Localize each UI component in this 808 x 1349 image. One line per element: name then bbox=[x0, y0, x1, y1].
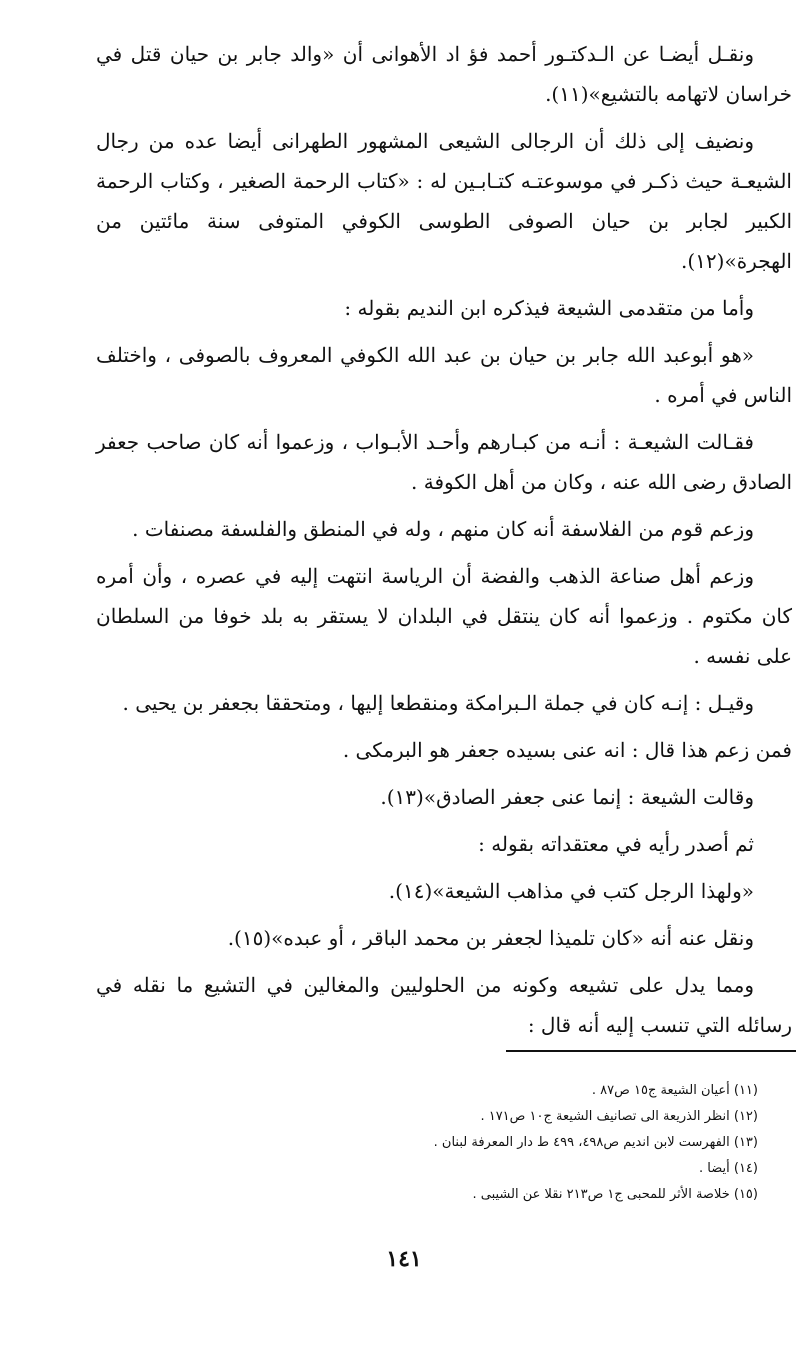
paragraph-13: ونقل عنه أنه «كان تلميذا لجعفر بن محمد الباقر ، أو عبده»(١٥). bbox=[227, 926, 754, 950]
paragraph-3: وأما من متقدمى الشيعة فيذكره ابن النديم بقوله : bbox=[344, 296, 754, 320]
paragraph-5: فقـالت الشيعـة : أنـه من كبـارهم وأحـد الأبـواب ، وزعموا أنه كان صاحب جعفر الصادق رضى الله عنه ، وكان من أهل الكوفة . bbox=[96, 430, 792, 494]
footnote-15: (١٥) خلاصة الأثر للمحبى ج١ ص٢١٣ نقلا عن الشيبى . bbox=[472, 1187, 758, 1202]
paragraph-10: وقالت الشيعة : إنما عنى جعفر الصادق»(١٣). bbox=[380, 785, 754, 809]
paragraph-8: وقيـل : إنـه كان في جملة الـبرامكة ومنقطعا إليها ، ومتحققا بجعفر بن يحيى . bbox=[122, 691, 754, 715]
page-number: ١٤١ bbox=[386, 1246, 422, 1272]
paragraph-14: ومما يدل على تشيعه وكونه من الحلوليين والمغالين في التشيع ما نقله في رسائله التي تنسب إليه أنه قال : bbox=[96, 973, 792, 1037]
footnotes bbox=[338, 1078, 758, 1208]
paragraph-11: ثم أصدر رأيه في معتقداته بقوله : bbox=[478, 832, 754, 856]
paragraph-9: فمن زعم هذا قال : انه عنى بسيده جعفر هو البرمكى . bbox=[342, 738, 792, 762]
paragraph-2: ونضيف إلى ذلك أن الرجالى الشيعى المشهور الطهرانى أيضا عده من رجال الشيعـة حيث ذكـر في موسوعتـه كتـابـين له : «كتاب الرحمة الصغير ، وكتاب الرحمة الكبير لجابر بن حيان الصوفى الطوسى الكوفي المتوفى سنة مائتين من الهجرة»(١٢). bbox=[96, 129, 792, 273]
paragraph-6: وزعم قوم من الفلاسفة أنه كان منهم ، وله في المنطق والفلسفة مصنفات . bbox=[132, 517, 754, 541]
footnote-13: (١٣) الفهرست لابن انديم ص٤٩٨، ٤٩٩ ط دار المعرفة لبنان . bbox=[433, 1135, 758, 1150]
paragraph-1: ونقـل أيضـا عن الـدكتـور أحمد فؤ اد الأهوانى أن «والد جابر بن حيان قتل في خراسان لاتهامه بالتشيع»(١١). bbox=[96, 42, 792, 106]
footnote-14: (١٤) أيضا . bbox=[699, 1161, 758, 1176]
paragraph-7: وزعم أهل صناعة الذهب والفضة أن الرياسة انتهت إليه في عصره ، وأن أمره كان مكتوم . وزعموا أنه كان ينتقل في البلدان لا يستقر به بلد خوفا من السلطان على نفسه . bbox=[96, 564, 792, 668]
body-text bbox=[96, 34, 792, 1052]
footnote-12: (١٢) انظر الذريعة الى تصانيف الشيعة ج١٠ ص١٧١ . bbox=[480, 1109, 758, 1124]
paragraph-12: «ولهذا الرجل كتب في مذاهب الشيعة»(١٤). bbox=[388, 879, 754, 903]
footnote-divider bbox=[506, 1050, 796, 1052]
footnote-11: (١١) أعيان الشيعة ج١٥ ص٨٧ . bbox=[591, 1083, 758, 1098]
paragraph-4: «هو أبوعبد الله جابر بن حيان بن عبد الله الكوفي المعروف بالصوفى ، واختلف الناس في أمره . bbox=[96, 343, 792, 407]
